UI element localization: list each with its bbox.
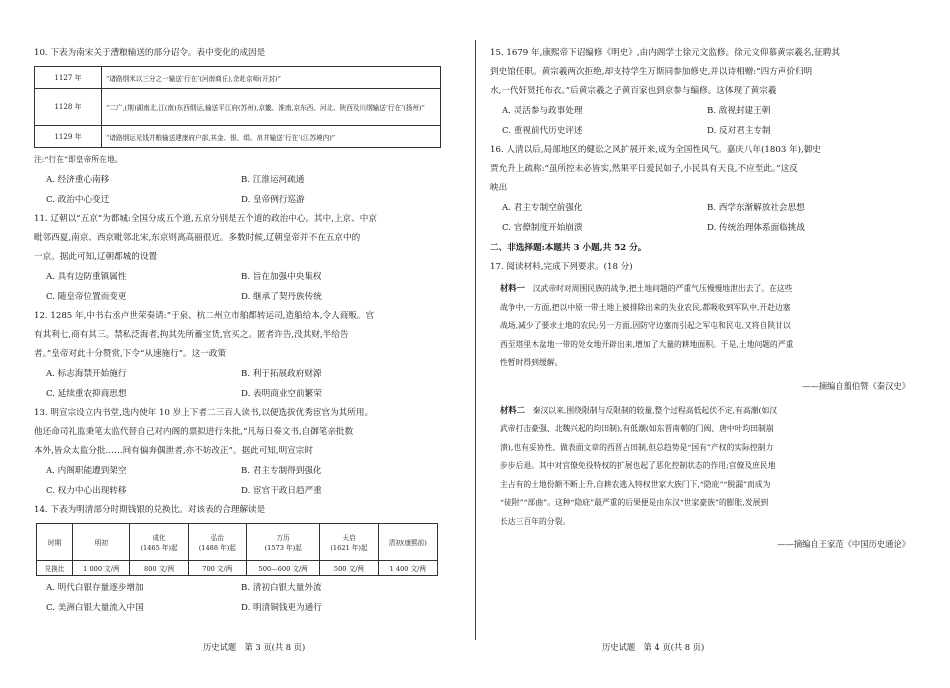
material-line: 汉武帝时对周围民族的战争,把土地问题的严重气压慢慢地泄出去了。在这些: [532, 284, 793, 293]
option[interactable]: C. 美洲白银大量流入中国: [46, 603, 144, 613]
option[interactable]: D. 宦官干政日趋严重: [241, 486, 322, 496]
right-column: [490, 44, 920, 559]
q12-line: 12. 1285 年,中书右丞卢世荣奏请:“于泉、杭二州立市舶都转运司,造船给本,令人商贩。官: [34, 311, 375, 321]
q14-options: [34, 578, 444, 618]
material-line: 长达三百年的分裂。: [500, 516, 571, 526]
material-line: 秦汉以来,围绕限制与反限制的较量,整个过程高低起伏不定,有高潮(如汉: [532, 405, 778, 415]
q11-options: [34, 267, 444, 307]
table-row: [35, 89, 441, 126]
q16-line: 贾允升上疏称:“虽所控未必皆实,然果平日爱民如子,小民具有天良,不应至此。”这反: [490, 164, 798, 174]
left-column: [34, 44, 444, 618]
material-1: [500, 279, 920, 373]
option[interactable]: A. 具有边防重镇属性: [46, 272, 127, 282]
q10-year-2: 1128 年: [35, 89, 102, 126]
q12-line: 者。”皇帝对此十分赞赏,下令“从速施行”。这一政策: [34, 349, 227, 359]
q10-stem: 10. 下表为南宋关于漕粮输送的部分诏令。表中变化的成因是: [34, 48, 266, 58]
q14-header: 弘治 (1488 年)起: [188, 524, 246, 561]
material-line: 溃),也有妥协性、做表面文章的西晋占田制,但总趋势是“国有”产权的实际控制力: [500, 442, 774, 452]
q14-header: 明初: [73, 524, 130, 561]
q17-stem: 17. 阅读材料,完成下列要求。(18 分): [490, 262, 633, 272]
material-2-source: ——摘编自王家范《中国历史通论》: [777, 539, 910, 549]
table-row: [37, 524, 438, 561]
q13-line: 13. 明宣宗设立内书堂,选内使年 10 岁上下者二三百人读书,以便选拔优秀宦官为其所用。: [34, 408, 374, 418]
q14-cell: 500—600 文/两: [246, 561, 319, 576]
option[interactable]: C. 重视前代历史评述: [502, 126, 583, 136]
option[interactable]: B. 君主专制得到强化: [241, 466, 322, 476]
q11-line: 一京。据此可知,辽朝都城的设置: [34, 252, 158, 262]
page-footer: 历史试题 第 3 页(共 8 页): [203, 642, 306, 652]
option[interactable]: B. 江淮运河疏通: [241, 175, 305, 185]
option[interactable]: C. 官僚制度开始崩溃: [502, 223, 583, 233]
option[interactable]: C. 权力中心出现转移: [46, 486, 127, 496]
q14-header: 天启 (1621 年)起: [320, 524, 378, 561]
option[interactable]: C. 延续重农抑商思想: [46, 389, 127, 399]
option[interactable]: A. 内阁职能遭到架空: [46, 466, 127, 476]
option[interactable]: D. 传统治理体系面临挑战: [707, 223, 805, 233]
option[interactable]: A. 灵活参与政事处理: [502, 106, 583, 116]
option[interactable]: B. 敌视封建王朝: [707, 106, 771, 116]
page-footer: 历史试题 第 4 页(共 8 页): [602, 642, 705, 652]
material-line: 西至塔里木盆地一带的处女地开辟出来,增加了大量的耕地面积。于是,土地问题的严重: [500, 339, 794, 349]
table-row: [35, 67, 441, 89]
q12-options: [34, 364, 444, 404]
q15-options: [490, 101, 920, 141]
q14-header: 清初(康熙前): [378, 524, 437, 561]
option[interactable]: D. 明清铜钱更为通行: [241, 603, 322, 613]
q16-options: [490, 198, 920, 238]
page-3: [0, 0, 474, 688]
q10-year-3: 1129 年: [35, 126, 102, 148]
q14-table: [36, 523, 438, 576]
option[interactable]: D. 皇帝例行巡游: [241, 195, 305, 205]
table-row: [35, 126, 441, 148]
q10-options: [34, 170, 444, 210]
material-line: 战争中,一方面,把以中原一带土地上被排除出来的失业农民,都吸收到军队中,开赴边塞: [500, 302, 791, 312]
section-heading: 二、非选择题:本题共 3 小题,共 52 分。: [490, 243, 647, 253]
q14-header: 万历 (1573 年)起: [246, 524, 319, 561]
option[interactable]: D. 继承了契丹族传统: [241, 292, 322, 302]
material-1-label: 材料一: [500, 283, 525, 293]
option[interactable]: A. 明代白银存量逐步增加: [46, 583, 144, 593]
q14-cell: 500 文/两: [320, 561, 378, 576]
q10-note: 注:“行在”即皇帝所在地。: [34, 155, 123, 164]
q14-stem: 14. 下表为明清部分时期钱银的兑换比。对该表的合理解读是: [34, 505, 266, 515]
option[interactable]: B. 旨在加强中央集权: [241, 272, 322, 282]
option[interactable]: C. 随皇帝位置而变更: [46, 292, 127, 302]
material-1-source: ——摘编自翦伯赞《秦汉史》: [802, 380, 910, 391]
option[interactable]: A. 君主专制空前强化: [502, 203, 583, 213]
q14-header: 时期: [37, 524, 73, 561]
material-line: 步步后退。其中对官僚免役特权的扩展也起了恶化控制状态的作用;官僚及庶民地: [500, 461, 776, 470]
q16-line: 16. 人清以后,局部地区的健讼之风扩展开来,成为全国性风气。嘉庆八年(1803 年),御史: [490, 145, 821, 155]
q10-text-3: “诸路纲运见钱并粮输送建康府户部,其金、银、绢、帛并输送‘行在’(江苏境内)”: [102, 126, 441, 148]
material-line: 战场,减少了要求土地的农民;另一方面,因防守边塞而引起之军屯和民屯,又将自陕甘以: [500, 321, 791, 330]
option[interactable]: B. 西学东渐解放社会思想: [707, 203, 805, 213]
q16-line: 映出: [490, 183, 508, 193]
table-row: [37, 561, 438, 576]
q13-options: [34, 461, 444, 501]
q10-text-2: “二广,(荆)湖南北,江(南)东西纲运,输送平江府(苏州),京畿、淮南,京东西、河北、陕西及川纲输送‘行在’(扬州)”: [102, 89, 441, 126]
option[interactable]: D. 表明商业空前繁荣: [241, 389, 322, 399]
material-line: 主占有的土地份额不断上升,自耕农逃入特权世家大族门下,“隐庇”“脱漏”而成为: [500, 479, 771, 489]
q10-table: [34, 66, 441, 148]
q11-line: 11. 辽朝以“五京”为都城:全国分成五个道,五京分别是五个道的政治中心。其中,上京、中京: [34, 214, 377, 224]
option[interactable]: B. 清初白银大量外流: [241, 583, 322, 593]
q14-cell: 1 400 文/两: [378, 561, 437, 576]
q12-line: 有其利七,商有其三。禁私泛海者,拘其先所蓄宝货,官买之。匿者许告,没其财,半给告: [34, 330, 349, 340]
q15-line: 到史馆任职。黄宗羲两次拒绝,却支持学生万斯同参加修史,并以诗相赠:“四方声价归明: [490, 67, 813, 77]
q14-cell: 700 文/两: [188, 561, 246, 576]
q13-line: 他还命司礼监秉笔太监代替自己对内阁的票拟进行朱批,“凡每日奏文书,自御笔亲批数: [34, 427, 354, 437]
page-4: [476, 0, 950, 688]
q15-line: 15. 1679 年,康熙帝下诏编修《明史》,由内阁学士徐元文监修。徐元文仰慕黄宗羲名,征聘其: [490, 48, 840, 58]
material-2: [500, 401, 920, 532]
material-line: “徒附”“部曲”。这种“隐庇”最严重的后果便是由东汉“世家豪族”的膨胀,发展到: [500, 498, 769, 507]
q14-header: 成化 (1465 年)起: [130, 524, 188, 561]
material-line: 性暂时得到缓解。: [500, 358, 563, 367]
q15-line: 水,一代奸贤托布衣。”后黄宗羲之子黄百家也到京参与编修。这体现了黄宗羲: [490, 86, 777, 96]
q14-cell: 800 文/两: [130, 561, 188, 576]
q13-line: 本外,皆众太监分批……间有偏奔偶泄者,亦不妨改正”。据此可知,明宣宗时: [34, 446, 313, 456]
option[interactable]: B. 利于拓展政府财源: [241, 369, 322, 379]
q14-cell: 兑换比: [37, 561, 73, 576]
option[interactable]: C. 政治中心变迁: [46, 195, 110, 205]
q10-year-1: 1127 年: [35, 67, 102, 89]
material-2-label: 材料二: [500, 404, 525, 415]
material-line: 武帝打击豪强、北魏兴起的均田制),有低潮(如东晋南朝的门阀、唐中叶均田制崩: [500, 424, 774, 433]
option[interactable]: A. 标志海禁开始施行: [46, 369, 127, 379]
q11-line: 毗邻西夏,南京、西京毗邻北宋,东京则离高丽很近。多数时候,辽朝皇帝并不在五京中的: [34, 233, 361, 243]
q10-text-1: “诸路纲米以三分之一输送‘行在’(河南商丘),余赴京师(开封)”: [102, 67, 441, 89]
q14-cell: 1 000 文/两: [73, 561, 130, 576]
option[interactable]: D. 反对君主专制: [707, 126, 771, 136]
option[interactable]: A. 经济重心南移: [46, 175, 110, 185]
